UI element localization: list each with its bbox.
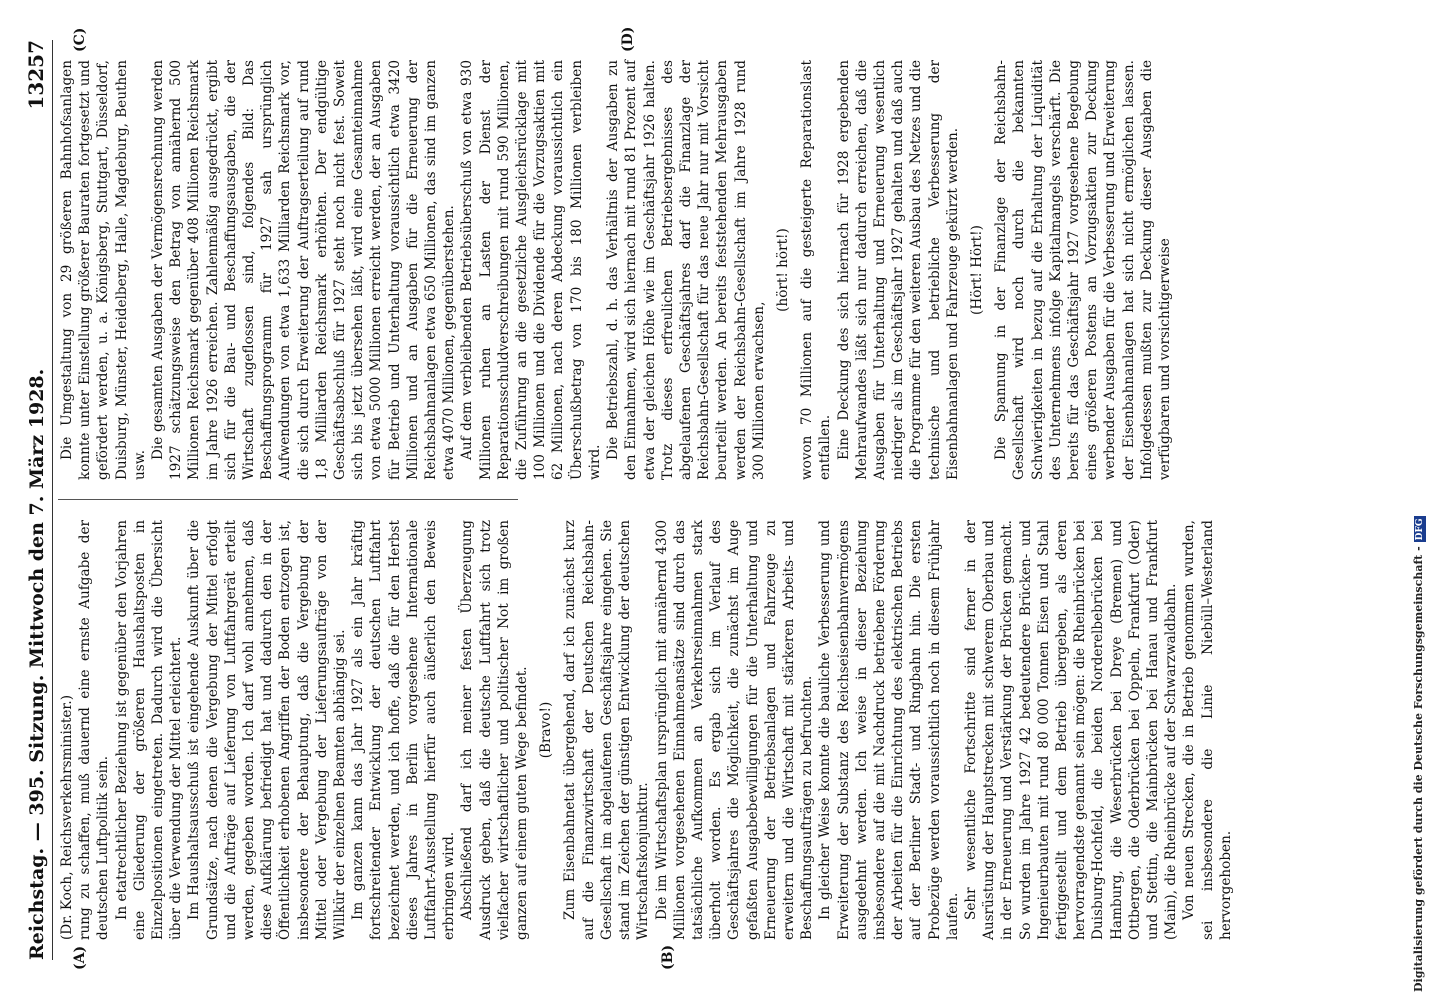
paragraph: Zum Eisenbahnetat übergehend, darf ich zunächst kurz auf die Finanzwirtschaft der Deutschen Reichsbahn-Gesellschaft im abgelaufenen Geschäftsjahre eingehen. Sie stand im Zeichen der günstigen Entwicklung der deutschen Wirtschaftskonjunktur. [562, 520, 652, 940]
paragraph: (Dr. Koch, Reichsverkehrsminister.) [59, 695, 75, 940]
margin-letter-c: (C) [72, 27, 88, 52]
paragraph: Abschließend darf ich meiner festen Überzeugung Ausdruck geben, daß die deutsche Luftfahrt sich trotz vielfacher wirtschaftlicher und politischer Not im großen ganzen auf einem guten Wege befindet. [459, 520, 531, 940]
paragraph: Die im Wirtschaftsplan ursprünglich mit annähernd 4300 Millionen vorgesehenen Einnahmeansätze sind durch das tatsächliche Aufkommen an Verkehrseinnahmen stark überholt worden. Es ergab sich im Verlauf des Geschäftsjahres die Möglichkeit, die zunächst im Auge gefaßten Ausgabebewilligungen für die Unterhaltung und Erneuerung der Betriebsanlagen und Fahrzeuge zu erweitern und die Wirtschaft mit stärkeren Arbeits- und Beschaffungsaufträgen zu befruchten. [653, 520, 816, 940]
interjection: (Hört! Hört!) [968, 225, 985, 315]
paragraph: In gleicher Weise konnte die bauliche Verbesserung und Erweiterung der Substanz des Reichseisenbahnvermögens ausgedehnt werden. Ich weise in dieser Beziehung insbesondere auf die mit Nachdruck betriebene Förderung der Arbeiten für die Einrichtung des elektrischen Betriebs auf der Berliner Stadt- und Ringbahn hin. Die ersten Probezüge werden voraussichtlich noch in diesem Frühjahr laufen. [817, 520, 961, 940]
margin-letter-d: (D) [620, 26, 636, 52]
paragraph: Eine Deckung des sich hiernach für 1928 ergebenden Mehraufwandes läßt sich nur dadurch erreichen, daß die Ausgaben für Unterhaltung und Erneuerung wesentlich niedriger als im Geschäftsjahr 1927 gehalten und daß auch die Programme für den weiteren Ausbau des Netzes und die technische und betriebliche Verbesserung der Eisenbahnanlagen und Fahrzeuge gekürzt werden. [835, 60, 961, 480]
footer-text: Digitalisierung gefördert durch die Deutsche Forschungsgemeinschaft - [1412, 546, 1425, 992]
paragraph: In etatrechtlicher Beziehung ist gegenüber den Vorjahren eine Gliederung der größeren Haushaltsposten in Einzelpositionen eingetreten. Dadurch wird die Übersicht über die Verwendung der Mittel erleichtert. [113, 520, 185, 940]
paragraph: wovon 70 Millionen auf die gesteigerte Reparationslast entfallen. [799, 60, 834, 480]
page-header [8, 40, 53, 960]
right-column [58, 60, 1174, 480]
paragraph: Die Spannung in der Finanzlage der Reichsbahn-Gesellschaft wird noch durch die bekannten Schwierigkeiten in bezug auf die Erhaltung der Liquidität des Unternehmens infolge Kapitalmangels verschärft. Die bereits für das Geschäftsjahr 1927 vorgesehene Begebung eines größeren Postens an Vorzugsaktien zur Deckung werbender Ausgaben für die Verbesserung und Erweiterung der Eisenbahnanlagen hat sich nicht ermöglichen lassen. Infolgedessen mußten zur Deckung dieser Ausgaben die verfügbaren und vorsichtigerweise [993, 60, 1173, 480]
paragraph: Im ganzen kann das Jahr 1927 als ein Jahr kräftig fortschreitender Entwicklung der deutschen Luftfahrt bezeichnet werden, und ich hoffe, daß die für den Herbst dieses Jahres in Berlin vorgesehene Internationale Luftfahrt-Ausstellung hierfür auch äußerlich den Beweis erbringen wird. [350, 520, 458, 940]
paragraph: Sehr wesentliche Fortschritte sind ferner in der Ausrüstung der Hauptstrecken mit schwerem Oberbau und in der Erneuerung und Verstärkung der Brücken gemacht. So wurden im Jahre 1927 42 bedeutendere Brücken- und Ingenieurbauten mit rund 80 000 Tonnen Eisen und Stahl fertiggestellt und dem Betrieb übergeben, als deren hervorragendste genannt sein mögen: die Rheinbrücken bei Duisburg-Hochfeld, die beiden Norderelbebrücken bei Hamburg, die Weserbrücken bei Dreye (Bremen) und Ottbergen, die Oderbrücken bei Oppeln, Frankfurt (Oder) und Stettin, die Mainbrücken bei Hanau und Frankfurt (Main), die Rheinbrücke auf der Schwarzwaldbahn. [962, 520, 1180, 940]
paragraph: Auf dem verbleibenden Betriebsüberschuß von etwa 930 Millionen ruhen an Lasten der Dienst der Reparationsschuldverschreibungen mit rund 590 Millionen, die Zuführung an die gesetzliche Ausgleichsrücklage mit 100 Millionen und die Dividende für die Vorzugsaktien mit 62 Millionen, nach deren Abdeckung voraussichtlich ein Überschußbetrag von 170 bis 180 Millionen verbleiben wird. [459, 60, 603, 480]
left-column [58, 520, 1235, 940]
paragraph: Im Haushaltsausschuß ist eingehende Auskunft über die Grundsätze, nach denen die Vergebung der Mittel erfolgt und die Aufträge auf Lieferung von Luftfahrgerät erteilt werden, gegeben worden. Ich darf wohl annehmen, daß diese Aufklärung befriedigt hat und dadurch den in der Öffentlichkeit erhobenen Angriffen der Boden entzogen ist, insbesondere der Behauptung, daß die Vergebung der Mittel oder Vergebung der Lieferungsaufträge von der Willkür der einzelnen Beamten abhängig sei. [186, 520, 349, 940]
margin-letter-b: (B) [660, 944, 676, 970]
paragraph: Die gesamten Ausgaben der Vermögensrechnung werden 1927 schätzungsweise den Betrag von annähernd 500 Millionen Reichsmark gegenüber 408 Millionen Reichsmark im Jahre 1926 erreichen. Zahlenmäßig ausgedrückt, ergibt sich für die Bau- und Beschaffungsausgaben, die der Wirtschaft zugeflossen sind, folgendes Bild: Das Beschaffungsprogramm für 1927 sah ursprünglich Aufwendungen von etwa 1,633 Milliarden Reichsmark vor, die sich durch Erweiterung der Auftragserteilung auf rund 1,8 Milliarden Reichsmark erhöhten. Der endgültige Geschäftsabschluß für 1927 steht noch nicht fest. Soweit sich bis jetzt übersehen läßt, wird eine Gesamteinnahme von etwa 5000 Millionen erreicht werden, der an Ausgaben für Betrieb und Unterhaltung voraussichtlich etwa 3420 Millionen und an Ausgaben für die Erneuerung der Reichsbahnanlagen etwa 650 Millionen, das sind im ganzen etwa 4070 Millionen, gegenüberstehen. [150, 60, 458, 480]
paragraph: Die Umgestaltung von 29 größeren Bahnhofsanlagen konnte unter Einstellung größerer Bauraten fortgesetzt und gefördert werden, u. a. Königsberg, Stuttgart, Düsseldorf, Duisburg, Münster, Heidelberg, Halle, Magdeburg, Beuthen usw. [59, 60, 148, 480]
interjection: (hört! hört!) [774, 228, 791, 312]
margin-letter-a: (A) [72, 945, 88, 970]
paragraph: rung zu schaffen, muß dauernd eine ernste Aufgabe der deutschen Luftpolitik sein. [77, 520, 112, 940]
page-number: 13257 [24, 40, 48, 110]
footer [1412, 0, 1426, 1000]
paragraph: Die Betriebszahl, d. h. das Verhältnis der Ausgaben zu den Einnahmen, wird sich hiernach mit rund 81 Prozent auf etwa der gleichen Höhe wie im Geschäftsjahr 1926 halten. Trotz dieses erfreulichen Betriebsergebnisses des abgelaufenen Geschäftsjahres darf die Finanzlage der Reichsbahn-Gesellschaft für das neue Jahr nur mit Vorsicht beurteilt werden. An bereits feststehenden Mehrausgaben werden der Reichsbahn-Gesellschaft im Jahre 1928 rund 300 Millionen erwachsen, [605, 60, 767, 480]
column-divider [58, 499, 518, 500]
header-title: Reichstag. — 395. Sitzung. Mittwoch den 7. März 1928. [26, 368, 48, 960]
dfg-logo: DFG [1415, 518, 1425, 541]
interjection: (Bravo!) [538, 701, 555, 759]
paragraph: Von neuen Strecken, die in Betrieb genommen wurden, sei insbesondere die Linie Niebüll–Westerland hervorgehoben. [1181, 520, 1234, 940]
